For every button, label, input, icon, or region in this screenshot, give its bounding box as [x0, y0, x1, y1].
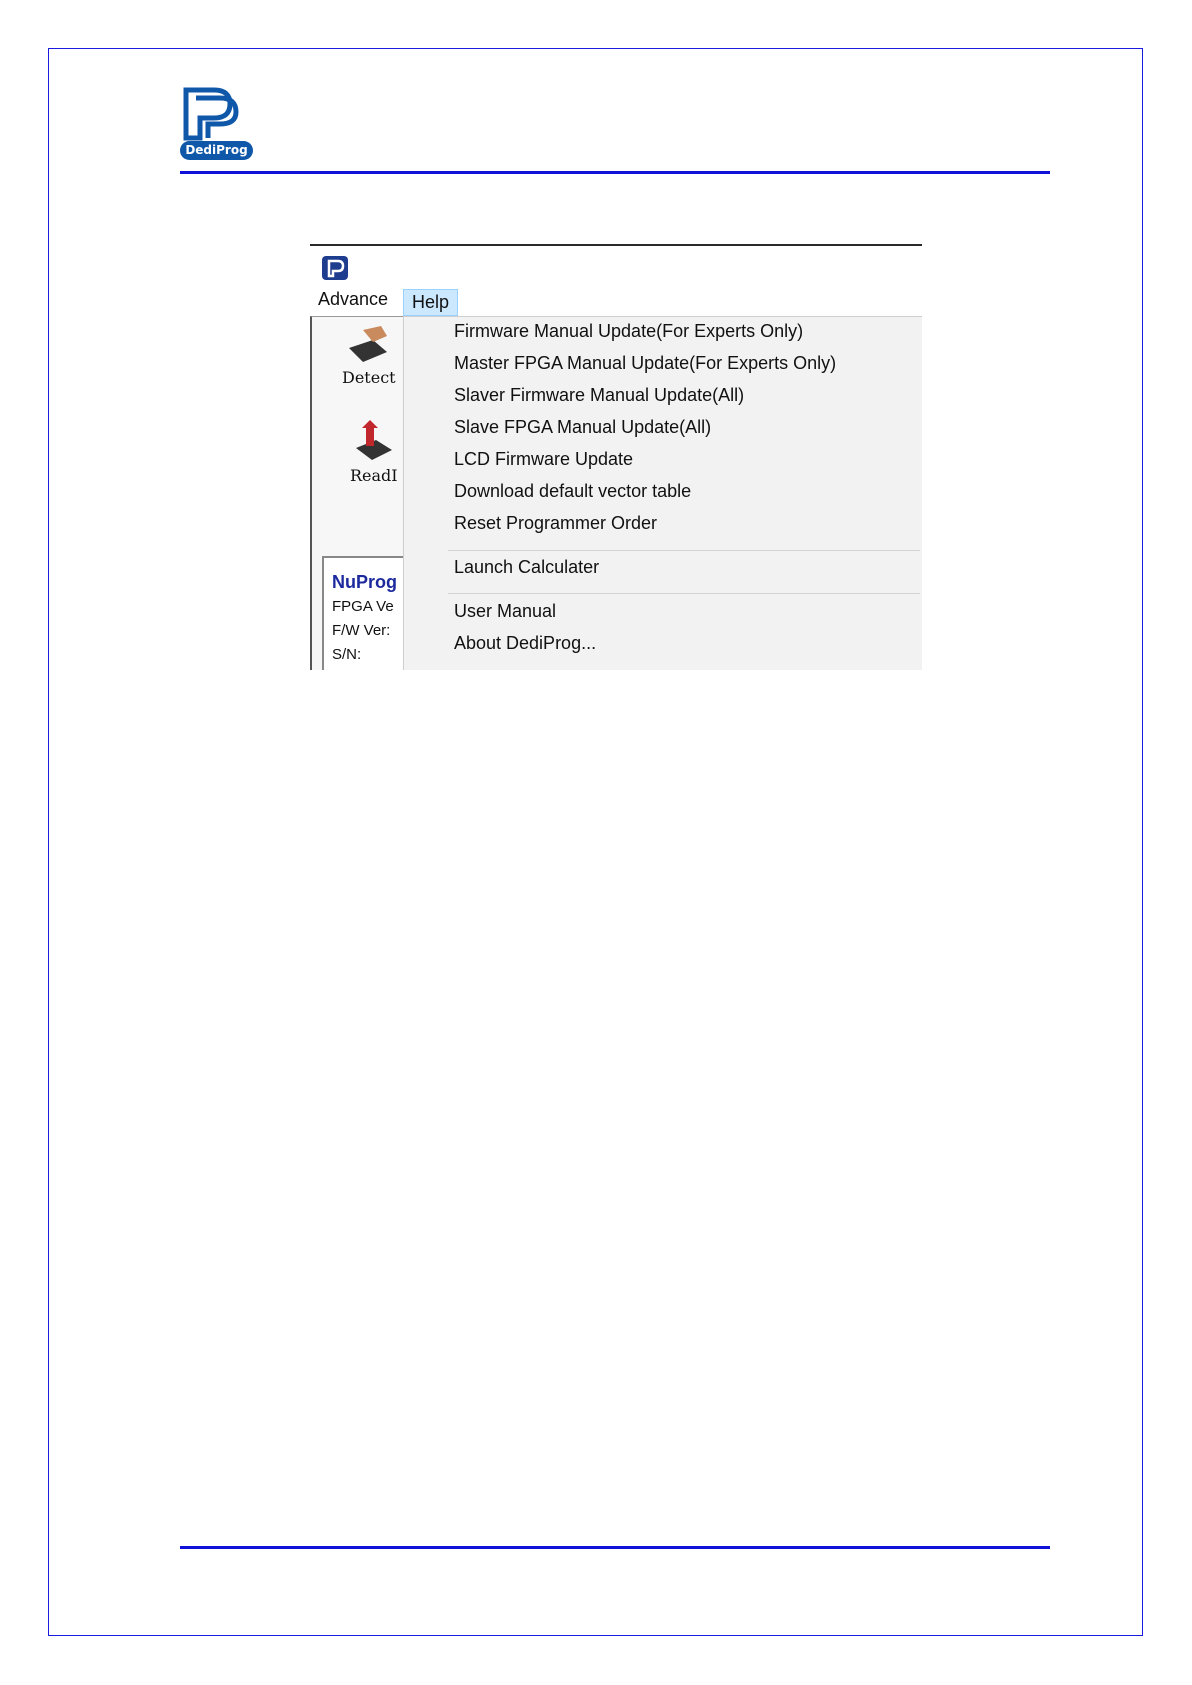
read-label: ReadI — [350, 466, 398, 485]
menu-advance[interactable]: Advance — [318, 289, 389, 309]
app-screenshot — [310, 244, 922, 670]
detect-chip-icon — [343, 326, 395, 364]
menu-help[interactable]: Help — [403, 289, 458, 316]
read-button[interactable] — [350, 420, 398, 485]
footer-rule — [180, 1546, 1050, 1549]
detect-button[interactable] — [342, 326, 396, 387]
menu-item-download-vector-table[interactable]: Download default vector table — [454, 481, 692, 501]
menu-item-reset-programmer-order[interactable]: Reset Programmer Order — [454, 513, 658, 533]
logo-mark — [180, 86, 256, 142]
menu-item-lcd-firmware-update[interactable]: LCD Firmware Update — [454, 449, 634, 469]
detect-label: Detect — [342, 368, 396, 387]
menu-separator — [448, 593, 920, 594]
menu-bar — [310, 289, 922, 316]
menu-item-about-dediprog[interactable]: About DediProg... — [454, 633, 597, 653]
app-icon — [322, 256, 348, 280]
info-fpga-version: FPGA Ve — [332, 598, 394, 615]
dediprog-logo-icon — [180, 86, 256, 160]
window-top-edge — [310, 244, 922, 246]
menu-item-slaver-firmware-update[interactable]: Slaver Firmware Manual Update(All) — [454, 385, 745, 405]
info-serial-number: S/N: — [332, 646, 362, 663]
help-dropdown-menu — [403, 316, 922, 670]
info-fw-version: F/W Ver: — [332, 622, 391, 639]
read-chip-icon — [352, 420, 396, 462]
header-rule — [180, 171, 1050, 174]
menu-item-master-fpga-update[interactable]: Master FPGA Manual Update(For Experts Only) — [454, 353, 837, 373]
info-title: NuProg — [332, 572, 397, 592]
menu-separator — [448, 550, 920, 551]
menu-item-launch-calculater[interactable]: Launch Calculater — [454, 557, 600, 577]
menu-item-user-manual[interactable]: User Manual — [454, 601, 557, 621]
menu-item-firmware-manual-update[interactable]: Firmware Manual Update(For Experts Only) — [454, 321, 804, 341]
menu-item-slave-fpga-update[interactable]: Slave FPGA Manual Update(All) — [454, 417, 712, 437]
logo-text: DediProg — [180, 141, 253, 160]
